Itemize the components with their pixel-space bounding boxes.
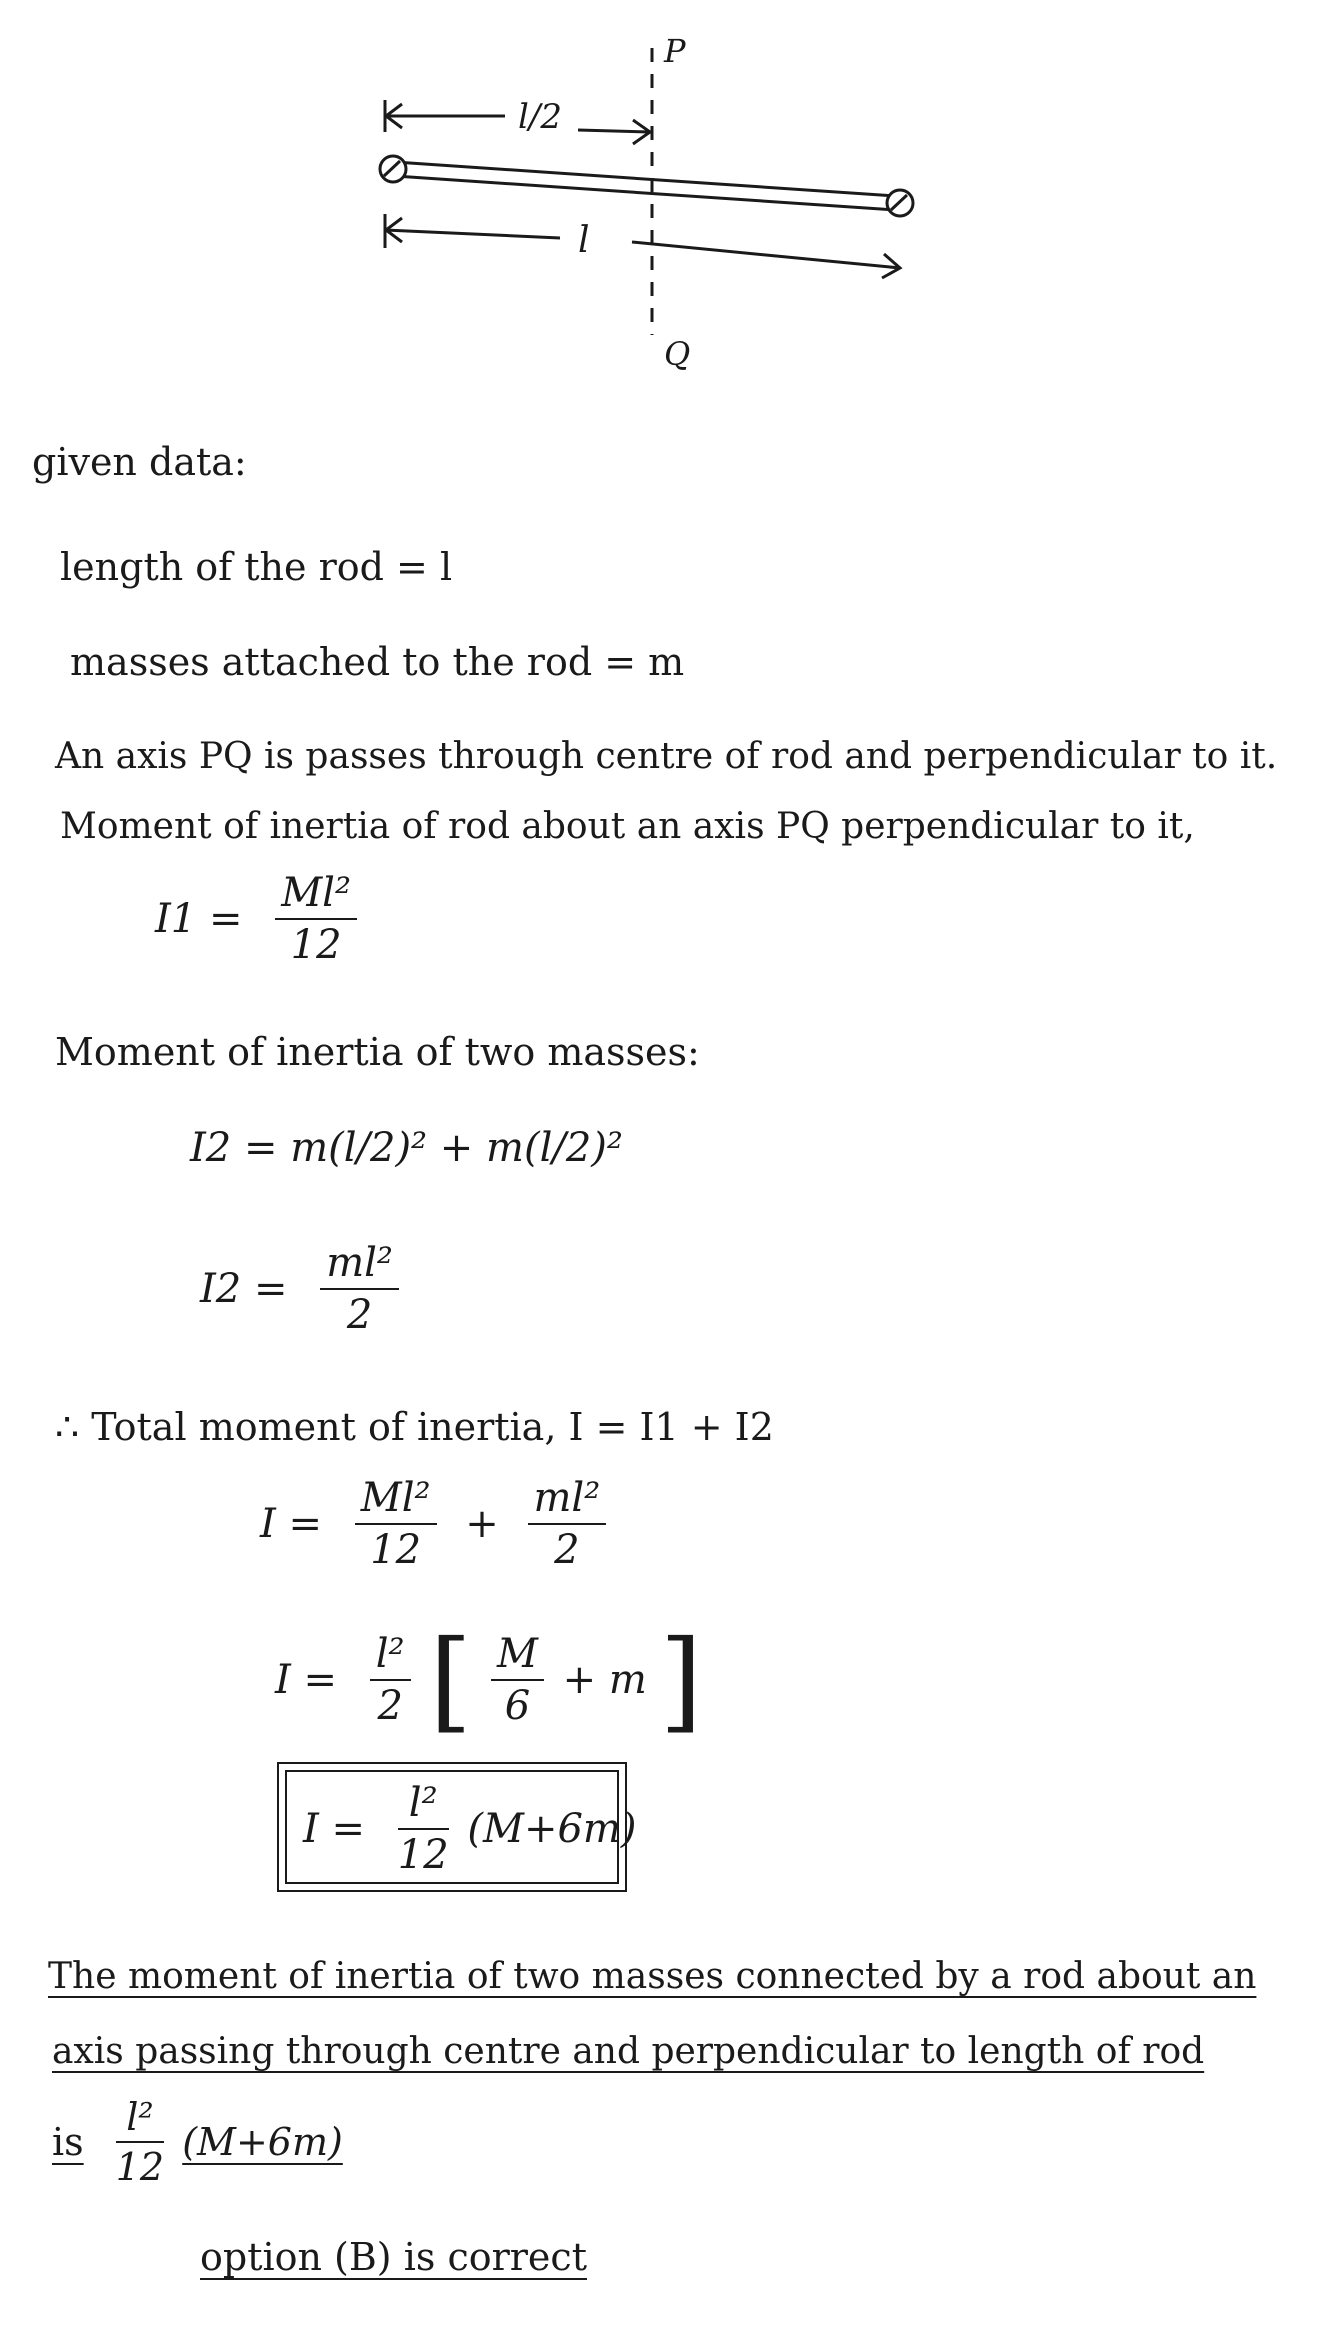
- masses-line: masses attached to the rod = m: [70, 640, 685, 684]
- equation-total-b-open-bracket: [: [429, 1616, 473, 1744]
- equation-i1-fraction: [275, 870, 357, 968]
- equation-total-b-numerator-1: l²: [370, 1631, 411, 1681]
- moment-rod-line: Moment of inertia of rod about an axis PQ perpendicular to it,: [60, 806, 1195, 847]
- half-length-label: l/2: [518, 97, 562, 137]
- rod-length-line: length of the rod = l: [60, 545, 453, 589]
- equation-total-b-lhs: I =: [275, 1657, 338, 1703]
- rod-bottom-edge: [395, 176, 895, 210]
- axis-label-q: Q: [664, 335, 691, 373]
- equation-total-a-fraction-2: [528, 1475, 607, 1573]
- equation-i1-numerator: Ml²: [275, 870, 357, 920]
- conclusion-numerator: l²: [116, 2095, 164, 2143]
- half-length-arrow-line-right: [578, 130, 650, 132]
- given-heading: given data:: [32, 440, 247, 484]
- conclusion-denominator: 12: [115, 2145, 165, 2189]
- rod-diagram: [0, 0, 1317, 400]
- length-arrow-line-right: [632, 242, 900, 268]
- equation-total-b: [275, 1616, 703, 1744]
- final-answer-box: [285, 1770, 637, 1884]
- equation-i1-lhs: I1 =: [155, 896, 243, 942]
- equation-i2b: [200, 1240, 405, 1338]
- equation-total-a-denominator-2: 2: [554, 1527, 580, 1573]
- equation-i2b-numerator: ml²: [320, 1240, 399, 1290]
- axis-line: An axis PQ is passes through centre of rod and perpendicular to it.: [55, 736, 1278, 777]
- equation-total-b-denominator-2: 6: [504, 1683, 531, 1729]
- equation-i1-denominator: 12: [290, 922, 342, 968]
- equation-final-denominator: 12: [397, 1832, 449, 1878]
- equation-final-numerator: l²: [398, 1780, 449, 1830]
- equation-i2a: I2 = m(l/2)² + m(l/2)²: [190, 1125, 623, 1171]
- two-masses-heading: Moment of inertia of two masses:: [55, 1030, 700, 1074]
- equation-final-fraction: [398, 1780, 449, 1878]
- equation-total-a-plus: +: [465, 1501, 499, 1547]
- equation-total-a-numerator-2: ml²: [528, 1475, 607, 1525]
- equation-total-b-tail: + m: [562, 1657, 647, 1703]
- conclusion-fraction: [116, 2095, 164, 2189]
- equation-total-a-denominator-1: 12: [370, 1527, 422, 1573]
- axis-label-p: P: [664, 32, 686, 70]
- conclusion-line-3: [52, 2095, 343, 2189]
- equation-total-a: [260, 1475, 612, 1573]
- equation-total-b-close-bracket: ]: [659, 1616, 703, 1744]
- length-arrow-line-left: [385, 230, 560, 238]
- equation-final-tail: (M+6m): [467, 1806, 637, 1852]
- equation-i2b-lhs: I2 =: [200, 1266, 288, 1312]
- equation-total-b-denominator-1: 2: [377, 1683, 403, 1729]
- conclusion-line-1: The moment of inertia of two masses connected by a rod about an: [48, 1956, 1257, 1997]
- equation-i1: [155, 870, 363, 968]
- conclusion-line-3-prefix: is: [52, 2120, 84, 2164]
- total-heading: ∴ Total moment of inertia, I = I1 + I2: [55, 1405, 774, 1449]
- equation-total-a-lhs: I =: [260, 1501, 323, 1547]
- equation-total-a-fraction-1: [355, 1475, 437, 1573]
- equation-final: [303, 1780, 636, 1878]
- length-label: l: [578, 220, 590, 261]
- equation-i2b-fraction: [320, 1240, 399, 1338]
- equation-final-lhs: I =: [303, 1806, 366, 1852]
- rod-top-edge: [395, 162, 895, 196]
- equation-total-b-fraction-2: [491, 1631, 544, 1729]
- equation-total-b-fraction-1: [370, 1631, 411, 1729]
- equation-i2b-denominator: 2: [346, 1292, 373, 1338]
- conclusion-line-2: axis passing through centre and perpendicular to length of rod: [52, 2031, 1205, 2072]
- equation-total-a-numerator-1: Ml²: [355, 1475, 437, 1525]
- answer-line: option (B) is correct: [200, 2235, 587, 2279]
- conclusion-tail: (M+6m): [182, 2120, 343, 2164]
- equation-total-b-numerator-2: M: [491, 1631, 544, 1681]
